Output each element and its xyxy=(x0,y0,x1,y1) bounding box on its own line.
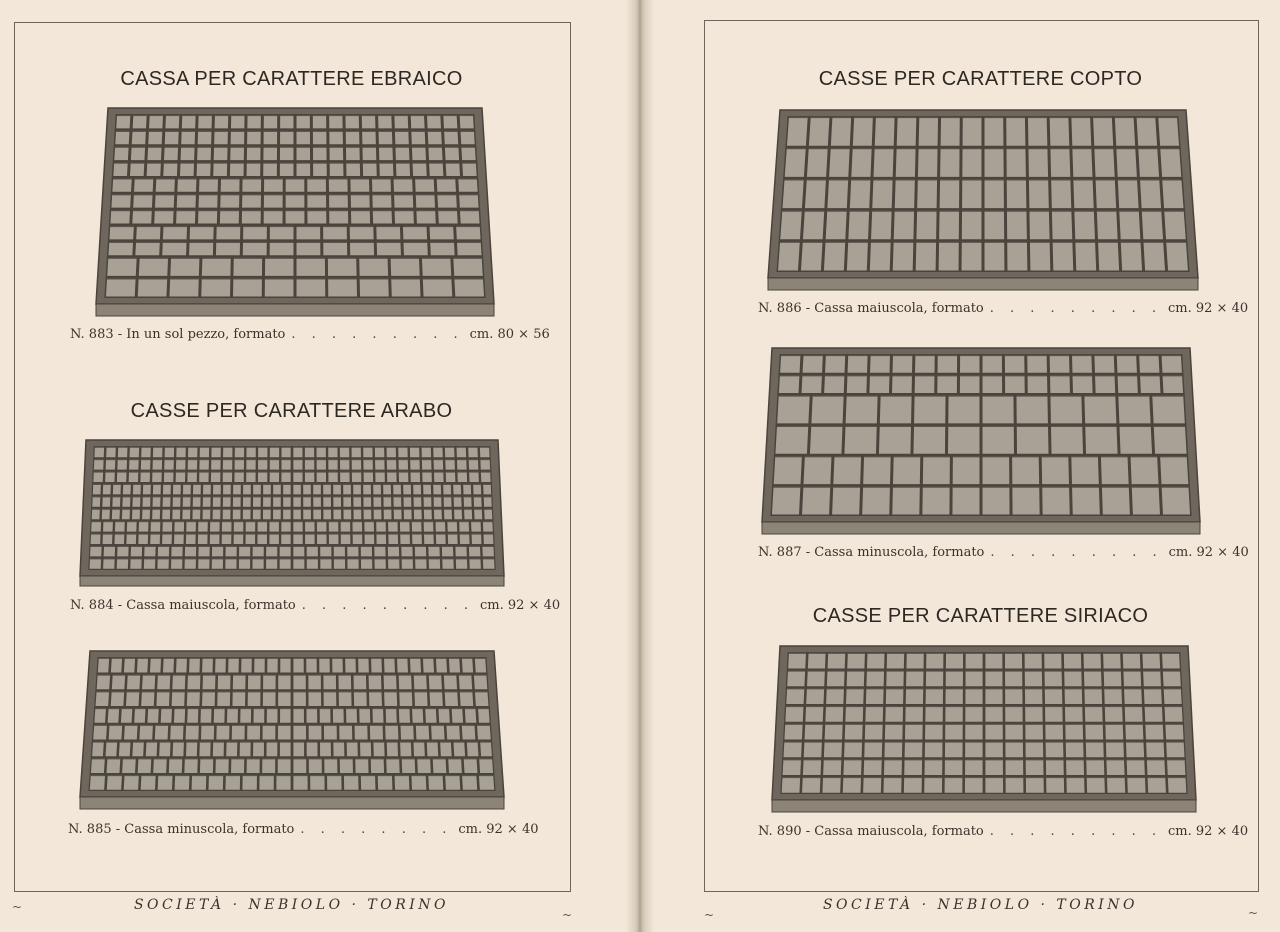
caption-885-label: N. 885 - Cassa minuscola, formato xyxy=(68,822,295,837)
caption-890-dots: . . . . . . . . . xyxy=(989,824,1162,839)
section-title-coptic: CASSE PER CARATTERE COPTO xyxy=(818,68,1143,90)
right-footer: SOCIETÀ · NEBIOLO · TORINO xyxy=(822,897,1139,913)
caption-883-size: cm. 80 × 56 xyxy=(469,327,550,342)
type-case-886-image xyxy=(768,110,1198,290)
caption-884-size: cm. 92 × 40 xyxy=(480,598,561,613)
type-case-890-image xyxy=(772,646,1196,812)
caption-883 xyxy=(70,327,550,342)
caption-885 xyxy=(68,822,539,837)
caption-886-dots: . . . . . . . . . xyxy=(989,301,1162,316)
type-case-883-image xyxy=(96,108,494,316)
type-case-885-image xyxy=(80,651,504,809)
caption-890-size: cm. 92 × 40 xyxy=(1168,824,1249,839)
section-title-syriac: CASSE PER CARATTERE SIRIACO xyxy=(812,605,1149,627)
left-corner-mark: ~ xyxy=(12,900,23,914)
type-case-884-image xyxy=(80,440,504,586)
caption-883-dots: . . . . . . . . . xyxy=(291,327,464,342)
right-page xyxy=(644,0,1280,932)
caption-886-label: N. 886 - Cassa maiuscola, formato xyxy=(758,301,984,316)
right-corner-mark: ~ xyxy=(704,908,715,922)
caption-887-size: cm. 92 × 40 xyxy=(1168,545,1249,560)
section-title-arabic: CASSE PER CARATTERE ARABO xyxy=(130,400,453,422)
caption-887-dots: . . . . . . . . . xyxy=(990,545,1163,560)
caption-890-label: N. 890 - Cassa maiuscola, formato xyxy=(758,824,984,839)
left-corner-mark-2: ~ xyxy=(562,908,573,922)
right-corner-mark-2: ~ xyxy=(1248,906,1259,920)
caption-884 xyxy=(70,598,561,613)
left-footer: SOCIETÀ · NEBIOLO · TORINO xyxy=(133,897,450,913)
caption-885-size: cm. 92 × 40 xyxy=(458,822,539,837)
caption-887 xyxy=(758,545,1249,560)
type-case-887-image xyxy=(762,348,1200,534)
caption-886-size: cm. 92 × 40 xyxy=(1168,301,1249,316)
caption-890 xyxy=(758,824,1249,839)
caption-884-label: N. 884 - Cassa maiuscola, formato xyxy=(70,598,296,613)
caption-887-label: N. 887 - Cassa minuscola, formato xyxy=(758,545,985,560)
caption-885-dots: . . . . . . . . xyxy=(300,822,453,837)
caption-884-dots: . . . . . . . . . xyxy=(301,598,474,613)
caption-886 xyxy=(758,301,1249,316)
caption-883-label: N. 883 - In un sol pezzo, formato xyxy=(70,327,286,342)
section-title-hebrew: CASSA PER CARATTERE EBRAICO xyxy=(120,68,463,90)
left-page xyxy=(0,0,636,932)
book-gutter xyxy=(626,0,654,932)
